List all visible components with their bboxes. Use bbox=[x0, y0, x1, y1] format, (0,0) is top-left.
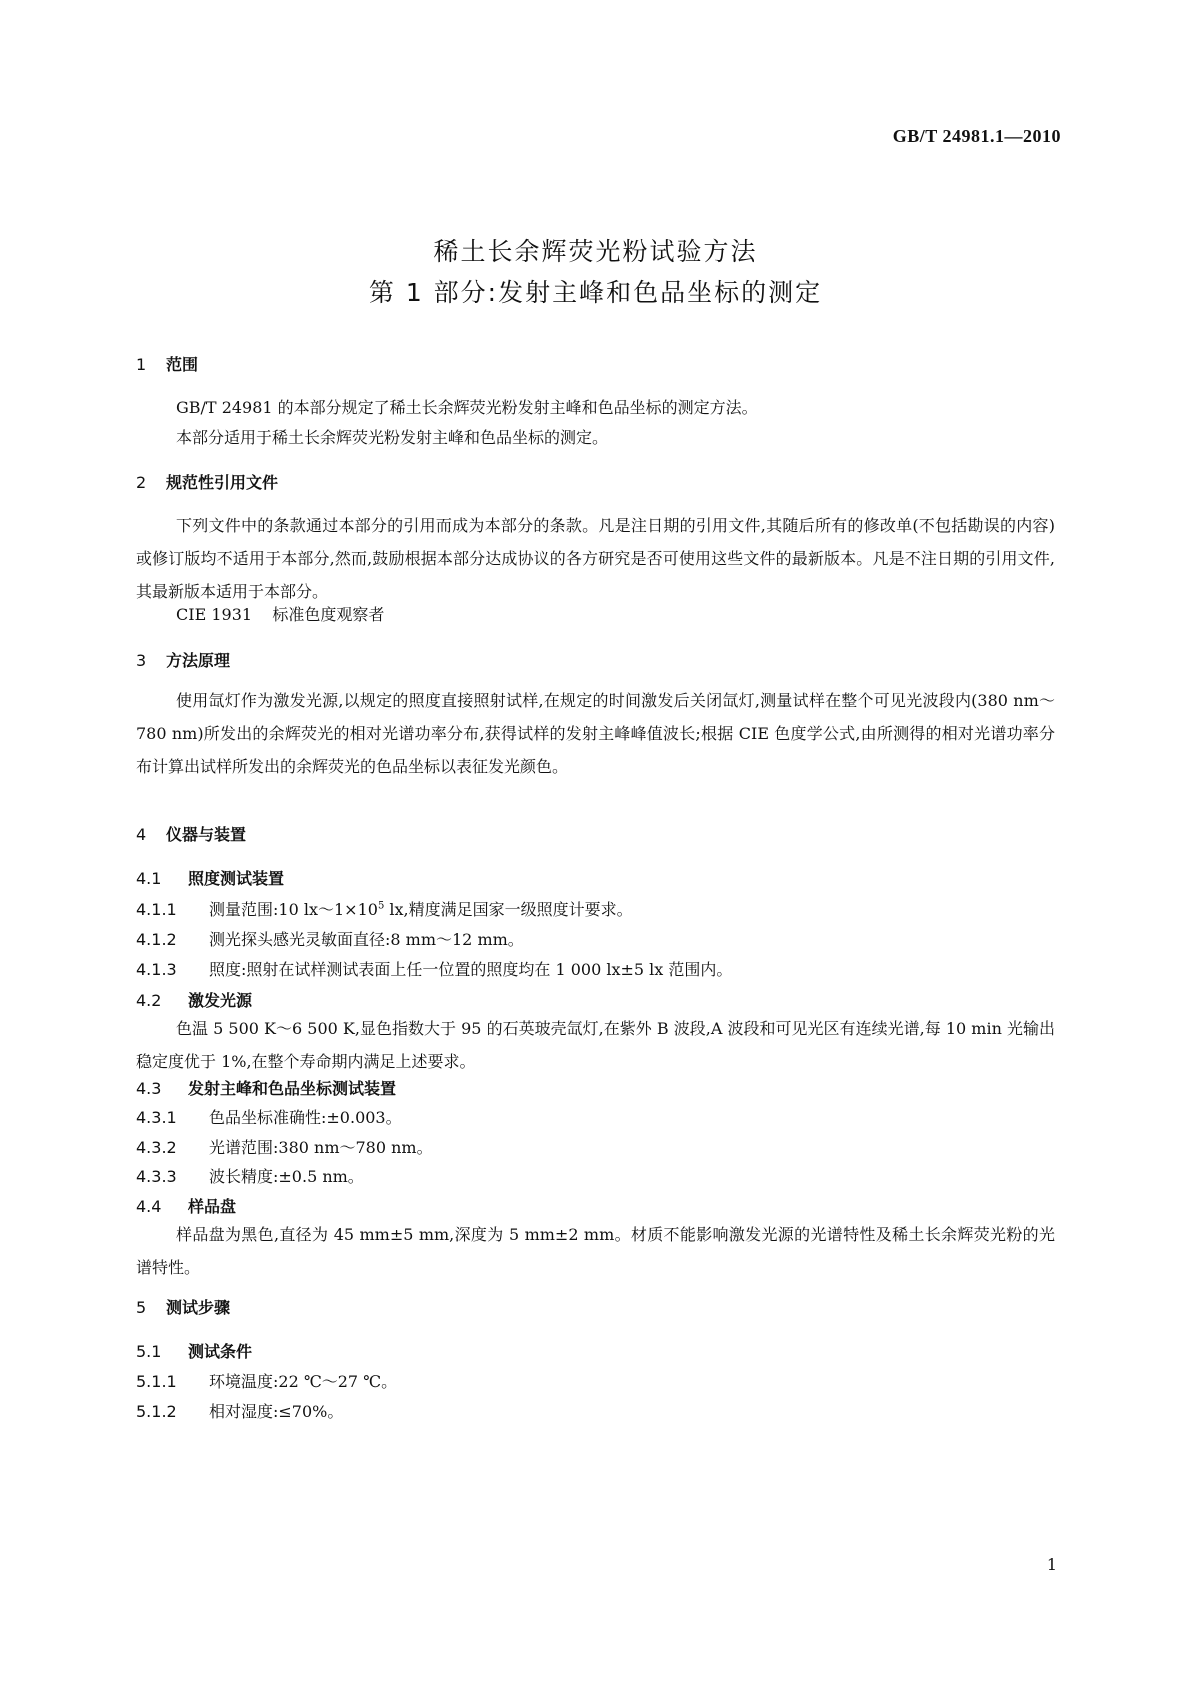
clause-superscript: 5 bbox=[377, 900, 385, 912]
document-title-line2: 第 1 部分:发射主峰和色品坐标的测定 bbox=[368, 278, 823, 307]
subsection-number: 4.3 bbox=[136, 1079, 162, 1098]
clause-4-3-3 bbox=[136, 1164, 364, 1187]
clause-number: 4.3.3 bbox=[136, 1167, 177, 1186]
section-1-paragraph-1: GB/T 24981 的本部分规定了稀土长余辉荧光粉发射主峰和色品坐标的测定方法。 bbox=[176, 398, 758, 417]
subsection-number: 4.4 bbox=[136, 1197, 162, 1216]
section-title: 仪器与装置 bbox=[166, 825, 247, 844]
clause-text: 色品坐标准确性:±0.003。 bbox=[209, 1108, 402, 1127]
subsection-title: 照度测试装置 bbox=[188, 869, 285, 888]
subsection-title: 样品盘 bbox=[188, 1197, 237, 1216]
section-number: 3 bbox=[136, 651, 147, 670]
clause-number: 4.1.1 bbox=[136, 900, 177, 919]
clause-number: 4.3.2 bbox=[136, 1138, 177, 1157]
clause-5-1-1 bbox=[136, 1369, 397, 1392]
section-3-heading bbox=[136, 648, 230, 671]
section-title: 范围 bbox=[166, 355, 199, 374]
section-5-heading bbox=[136, 1295, 230, 1318]
section-1-paragraph-2: 本部分适用于稀土长余辉荧光粉发射主峰和色品坐标的测定。 bbox=[176, 428, 609, 447]
subsection-4-2-heading bbox=[136, 988, 252, 1011]
section-title: 规范性引用文件 bbox=[166, 473, 279, 492]
subsection-4-3-heading bbox=[136, 1076, 396, 1099]
clause-4-1-2 bbox=[136, 927, 524, 950]
section-1-heading bbox=[136, 352, 198, 375]
subsection-title: 测试条件 bbox=[188, 1342, 253, 1361]
reference-title: 标准色度观察者 bbox=[272, 605, 385, 624]
clause-number: 4.3.1 bbox=[136, 1108, 177, 1127]
section-2-paragraph-1: 下列文件中的条款通过本部分的引用而成为本部分的条款。凡是注日期的引用文件,其随后所有的修改单(不包括勘误的内容)或修订版均不适用于本部分,然而,鼓励根据本部分达成协议的各方研究是否可使用这些文件的最新版本。凡是不注日期的引用文件,其最新版本适用于本部分。 bbox=[136, 516, 1055, 601]
section-number: 2 bbox=[136, 473, 147, 492]
subsection-title: 激发光源 bbox=[188, 991, 253, 1010]
clause-text: 光谱范围:380 nm～780 nm。 bbox=[209, 1138, 433, 1157]
clause-4-1-3 bbox=[136, 957, 732, 980]
section-number: 5 bbox=[136, 1298, 147, 1317]
subsection-4-1-heading bbox=[136, 866, 284, 889]
clause-5-1-2 bbox=[136, 1399, 343, 1422]
clause-4-3-2 bbox=[136, 1135, 433, 1158]
clause-text-continued: lx,精度满足国家一级照度计要求。 bbox=[384, 900, 633, 919]
standard-code: GB/T 24981.1—2010 bbox=[892, 126, 1061, 146]
clause-number: 5.1.2 bbox=[136, 1402, 177, 1421]
section-2-heading bbox=[136, 470, 278, 493]
section-3-paragraph-1: 使用氙灯作为激发光源,以规定的照度直接照射试样,在规定的时间激发后关闭氙灯,测量试样在整个可见光波段内(380 nm～780 nm)所发出的余辉荧光的相对光谱功率分布,获得试样的发射主峰峰值波长;根据 CIE 色度学公式,由所测得的相对光谱功率分布计算出试样所发出的余辉荧光的色品坐标以表征发光颜色。 bbox=[136, 691, 1055, 776]
subsection-number: 4.1 bbox=[136, 869, 162, 888]
section-number: 4 bbox=[136, 825, 147, 844]
subsection-number: 4.2 bbox=[136, 991, 162, 1010]
subsection-5-1-heading bbox=[136, 1339, 252, 1362]
reference-code: CIE 1931 bbox=[176, 605, 253, 624]
page-number: 1 bbox=[1046, 1555, 1057, 1574]
subsection-4-4-heading bbox=[136, 1194, 236, 1217]
clause-4-3-1 bbox=[136, 1105, 402, 1128]
clause-text: 测量范围:10 lx～1×10 bbox=[209, 900, 378, 919]
section-title: 测试步骤 bbox=[166, 1298, 231, 1317]
clause-text: 测光探头感光灵敏面直径:8 mm～12 mm。 bbox=[209, 930, 524, 949]
clause-text: 环境温度:22 ℃～27 ℃。 bbox=[209, 1372, 398, 1391]
subsection-4-4-paragraph: 样品盘为黑色,直径为 45 mm±5 mm,深度为 5 mm±2 mm。材质不能影响激发光源的光谱特性及稀土长余辉荧光粉的光谱特性。 bbox=[136, 1225, 1055, 1277]
subsection-4-2-paragraph: 色温 5 500 K～6 500 K,显色指数大于 95 的石英玻壳氙灯,在紫外 B 波段,A 波段和可见光区有连续光谱,每 10 min 光输出稳定度优于 1%,在整个寿命期内满足上述要求。 bbox=[136, 1019, 1055, 1071]
section-4-heading bbox=[136, 822, 246, 845]
clause-number: 5.1.1 bbox=[136, 1372, 177, 1391]
document-title-line1: 稀土长余辉荧光粉试验方法 bbox=[433, 237, 758, 266]
section-number: 1 bbox=[136, 355, 147, 374]
subsection-number: 5.1 bbox=[136, 1342, 162, 1361]
clause-text: 照度:照射在试样测试表面上任一位置的照度均在 1 000 lx±5 lx 范围内。 bbox=[209, 960, 733, 979]
section-title: 方法原理 bbox=[166, 651, 231, 670]
subsection-title: 发射主峰和色品坐标测试装置 bbox=[188, 1079, 397, 1098]
clause-number: 4.1.2 bbox=[136, 930, 177, 949]
clause-number: 4.1.3 bbox=[136, 960, 177, 979]
clause-4-1-1 bbox=[136, 897, 633, 920]
clause-text: 波长精度:±0.5 nm。 bbox=[209, 1167, 364, 1186]
normative-reference bbox=[176, 602, 384, 625]
clause-text: 相对湿度:≤70%。 bbox=[209, 1402, 344, 1421]
